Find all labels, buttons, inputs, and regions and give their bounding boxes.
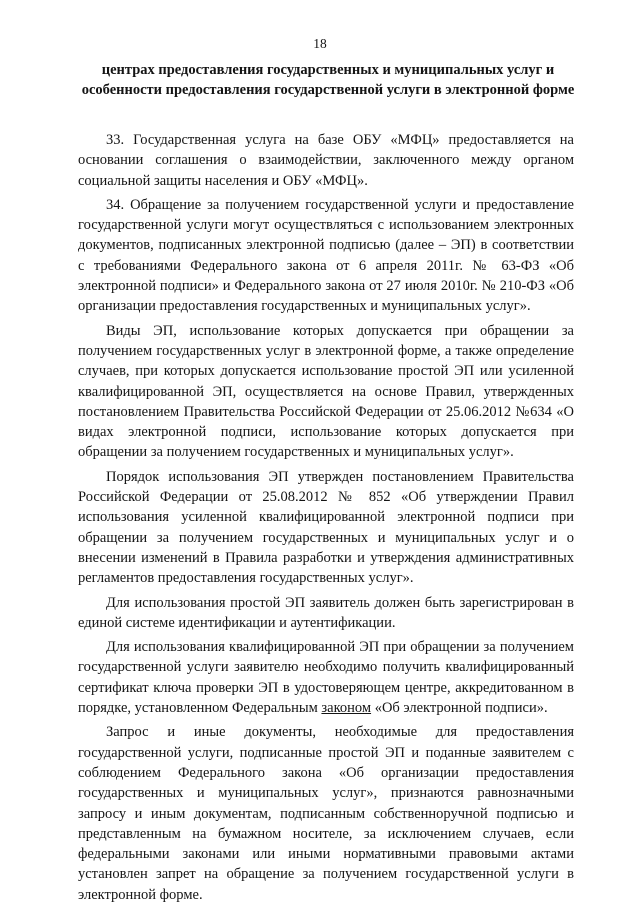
paragraph-qualified-ep — [78, 637, 574, 718]
paragraph-qualified-ep-tail: «Об электронной подписи». — [371, 700, 548, 717]
paragraph-request-documents: Запрос и иные документы, необходимые для предоставления государственной услуги, подписанные простой ЭП и поданные заявителем с соблюдением Федерального закона «Об организации предоставления государственных и муниципальных услуг», признаются равнозначными запросу и иным документам, подписанным собственноручной подписью и представленным на бумажном носителе, за исключением случаев, если федеральными законами или иными нормативными правовыми актами установлен запрет на обращение за получением государственной услуги в электронной форме. — [78, 724, 574, 903]
paragraph-simple-ep: Для использования простой ЭП заявитель должен быть зарегистрирован в единой системе идентификации и аутентификации. — [78, 594, 574, 631]
document-body — [78, 130, 574, 905]
section-heading: центрах предоставления государственных и муниципальных услуг и особенности предоставления государственной услуги в электронной форме — [81, 62, 575, 98]
paragraph-qualified-ep-text: Для использования квалифицированной ЭП при обращении за получением государственной услуги заявителю необходимо получить квалифицированный сертификат ключа проверки ЭП в удостоверяющем центре, аккредитованном в порядке, установленном Федеральным — [78, 639, 574, 717]
paragraph-ep-types: Виды ЭП, использование которых допускается при обращении за получением государственных услуг в электронной форме, а также определение случаев, при которых допускается использование простой ЭП или усиленной квалифицированной ЭП, осуществляется на основе Правил, утвержденных постановлением Правительства Российской Федерации от 25.06.2012 №634 «О видах электронной подписи, использование которых допускается при обращении за получением государственных и муниципальных услуг». — [78, 322, 574, 461]
paragraph-34: 34. Обращение за получением государственной услуги и предоставление государственной услуги могут осуществляться с использованием электронных документов, подписанных электронной подписью (далее – ЭП) в соответствии с требованиями Федерального закона от 6 апреля 2011г. № 63-ФЗ «Об электронной подписи» и Федерального закона от 27 июля 2010г. № 210-ФЗ «Об организации предоставления государственных и муниципальных услуг». — [78, 196, 574, 315]
paragraph-ep-order: Порядок использования ЭП утвержден постановлением Правительства Российской Федерации от 25.08.2012 № 852 «Об утверждении Правил использования усиленной квалифицированной электронной подписи при обращении за получением государственных и муниципальных услуг и о внесении изменений в Правила разработки и утверждения административных регламентов предоставления государственных услуг». — [78, 468, 574, 587]
page-number: 18 — [313, 36, 327, 51]
law-link[interactable]: законом — [321, 700, 372, 717]
paragraph-33: 33. Государственная услуга на базе ОБУ «МФЦ» предоставляется на основании соглашения о взаимодействии, заключенного между органом социальной защиты населения и ОБУ «МФЦ». — [78, 132, 574, 189]
